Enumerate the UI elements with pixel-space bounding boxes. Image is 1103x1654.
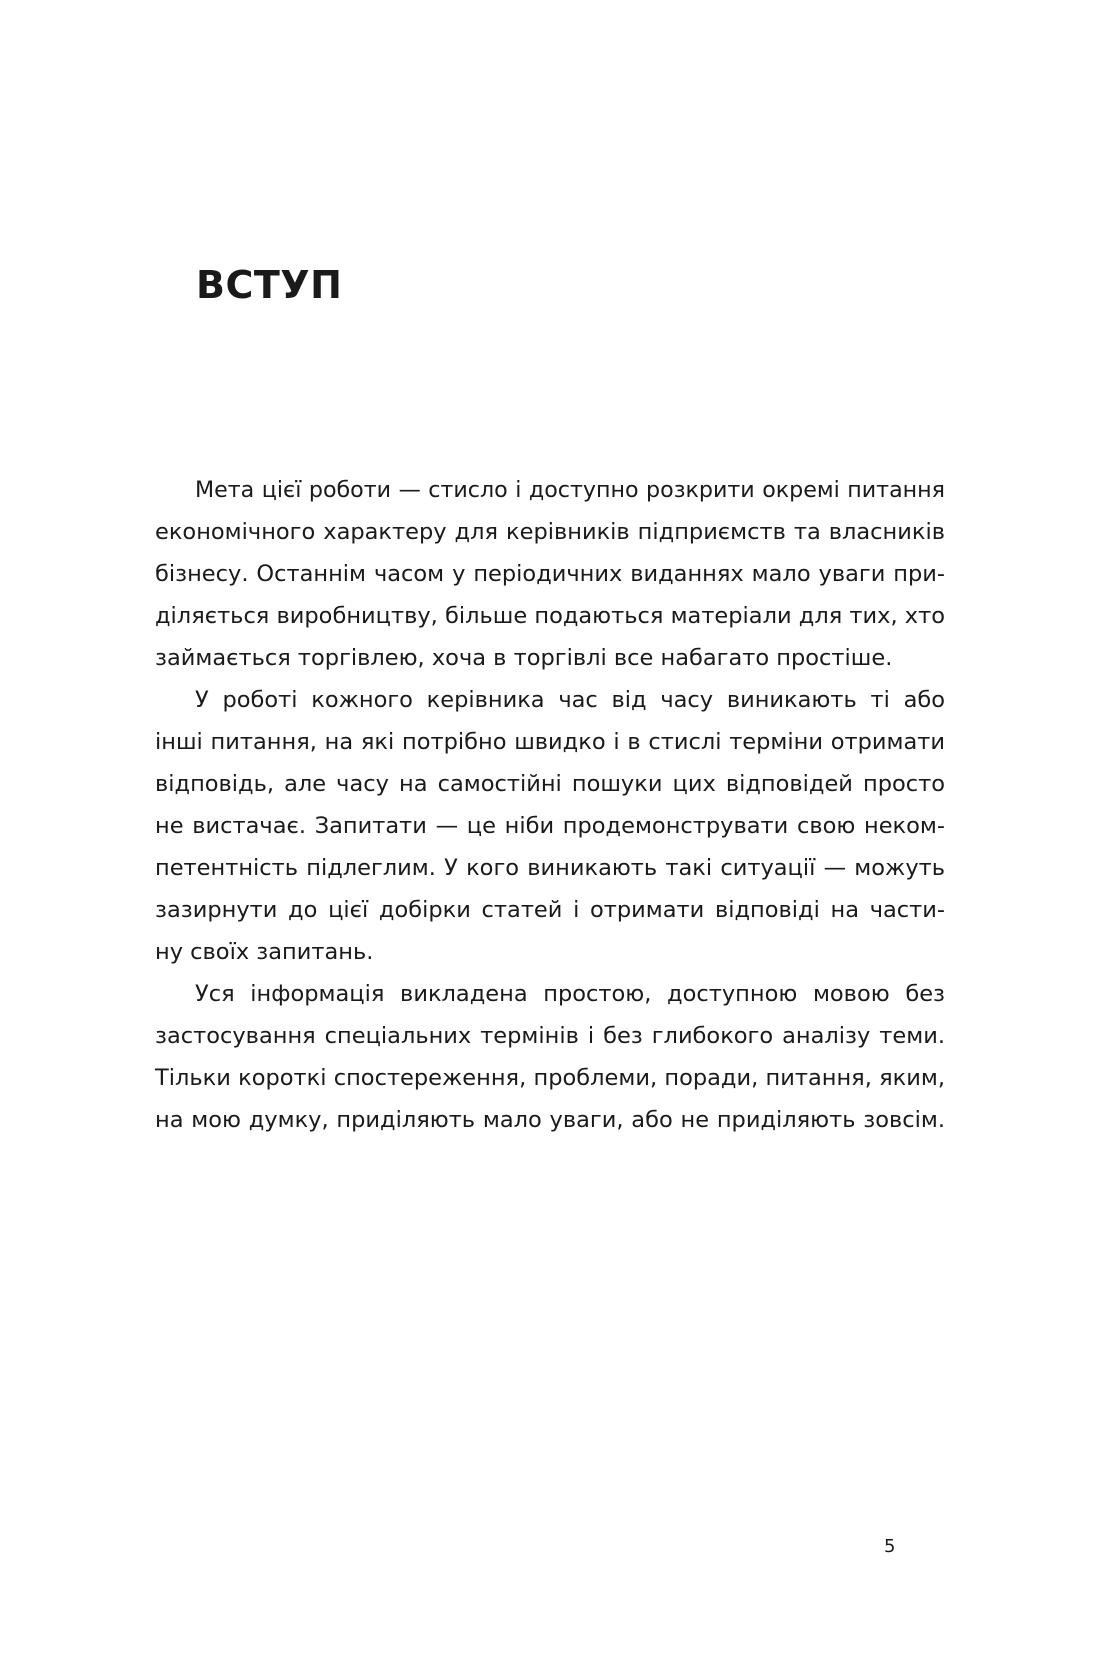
- paragraph-3: [155, 973, 945, 1141]
- text-line: економічного характеру для керівників підприємств та власників: [155, 519, 945, 545]
- text-line: ну своїх запитань.: [155, 939, 374, 965]
- text-line: не вистачає. Запитати — це ніби продемонструвати свою неком-: [155, 813, 945, 839]
- text-line: відповідь, але часу на самостійні пошуки цих відповідей просто: [155, 771, 945, 797]
- paragraph-1: [155, 469, 945, 679]
- text-line: Мета цієї роботи — стисло і доступно розкрити окремі питання: [195, 477, 945, 503]
- text-line: Тільки короткі спостереження, проблеми, поради, питання, яким,: [155, 1065, 945, 1091]
- paragraph-2: [155, 679, 945, 973]
- page-number: 5: [884, 1536, 896, 1557]
- chapter-title: ВСТУП: [196, 263, 343, 307]
- text-line: інші питання, на які потрібно швидко і в стислі терміни отримати: [155, 729, 945, 755]
- text-line: петентність підлеглим. У кого виникають такі ситуації — можуть: [155, 855, 945, 881]
- text-line: застосування спеціальних термінів і без глибокого аналізу теми.: [155, 1023, 945, 1049]
- text-line: займається торгівлею, хоча в торгівлі все набагато простіше.: [155, 645, 893, 671]
- text-line: зазирнути до цієї добірки статей і отримати відповіді на части-: [155, 897, 945, 923]
- text-line: Уся інформація викладена простою, доступною мовою без: [195, 981, 945, 1007]
- text-line: бізнесу. Останнім часом у періодичних виданнях мало уваги при-: [155, 561, 945, 587]
- text-line: У роботі кожного керівника час від часу виникають ті або: [195, 687, 945, 713]
- text-line: на мою думку, приділяють мало уваги, або не приділяють зовсім.: [155, 1107, 945, 1133]
- text-line: діляється виробництву, більше подаються матеріали для тих, хто: [155, 603, 945, 629]
- body-text: [155, 469, 945, 1141]
